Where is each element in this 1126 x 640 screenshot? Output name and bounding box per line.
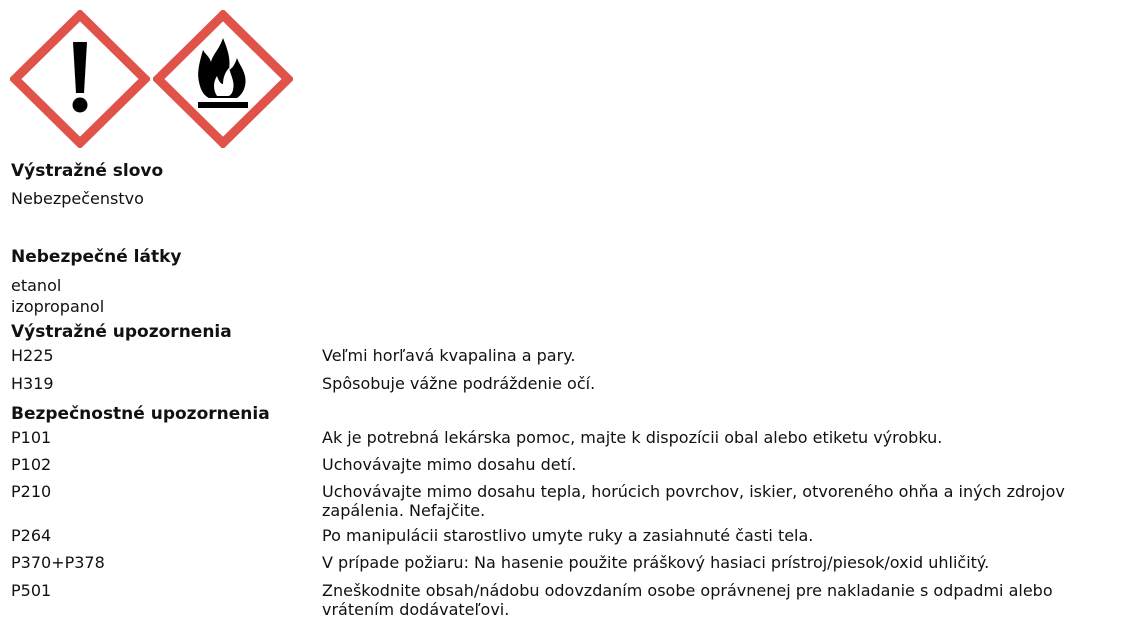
precautionary-statements-title: Bezpečnostné upozornenia xyxy=(11,404,270,424)
statement-code: H319 xyxy=(11,374,54,393)
statement-text: Ak je potrebná lekárska pomoc, majte k dispozícii obal alebo etiketu výrobku. xyxy=(322,428,943,447)
statement-text: Veľmi horľavá kvapalina a pary. xyxy=(322,346,576,365)
flame-icon xyxy=(153,10,293,148)
statement-text: Uchovávajte mimo dosahu tepla, horúcich povrchov, iskier, otvoreného ohňa a iných zdrojov zapálenia. Nefajčite. xyxy=(322,482,1065,520)
substance-item: izopropanol xyxy=(11,297,105,316)
statement-text: Po manipulácii starostlivo umyte ruky a zasiahnuté časti tela. xyxy=(322,526,814,545)
hazard-statements-title: Výstražné upozornenia xyxy=(11,322,232,342)
statement-code: P102 xyxy=(11,455,52,474)
statement-text: V prípade požiaru: Na hasenie použite práškový hasiaci prístroj/piesok/oxid uhličitý. xyxy=(322,553,990,572)
hazardous-substances-title: Nebezpečné látky xyxy=(11,247,182,267)
statement-text: Uchovávajte mimo dosahu detí. xyxy=(322,455,577,474)
exclamation-mark-icon xyxy=(10,10,150,148)
flame-pictogram xyxy=(153,10,293,148)
statement-text: Spôsobuje vážne podráždenie očí. xyxy=(322,374,596,393)
statement-code: P101 xyxy=(11,428,52,447)
statement-text: Zneškodnite obsah/nádobu odovzdaním osobe oprávnenej pre nakladanie s odpadmi alebo vrátením dodávateľovi. xyxy=(322,581,1053,619)
substance-item: etanol xyxy=(11,276,62,295)
signal-word-title: Výstražné slovo xyxy=(11,161,164,181)
signal-word-value: Nebezpečenstvo xyxy=(11,189,144,208)
statement-code: P210 xyxy=(11,482,52,501)
statement-code: H225 xyxy=(11,346,54,365)
statement-code: P264 xyxy=(11,526,52,545)
exclamation-mark-pictogram xyxy=(10,10,150,148)
statement-code: P501 xyxy=(11,581,52,600)
statement-code: P370+P378 xyxy=(11,553,105,572)
